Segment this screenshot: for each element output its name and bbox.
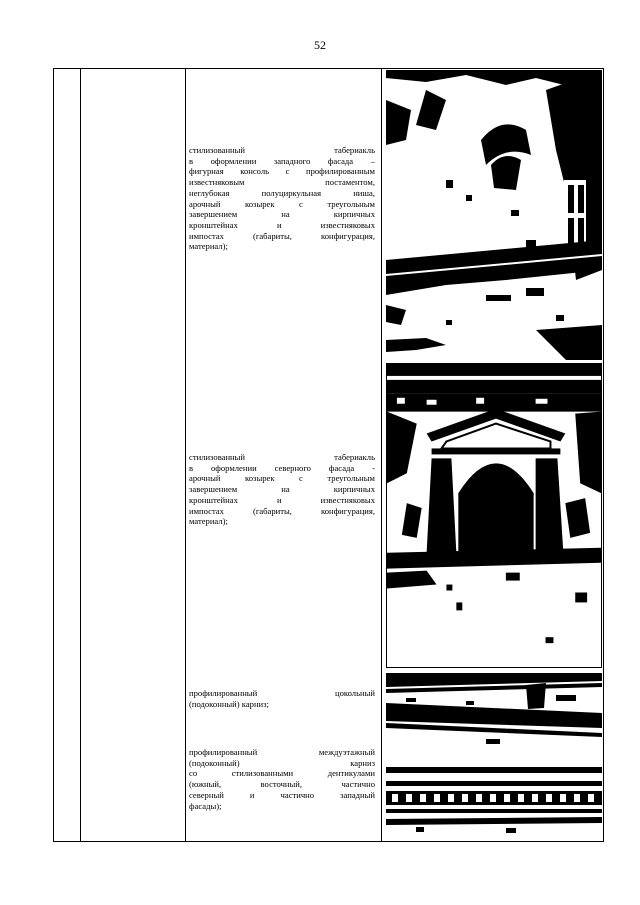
row-4-line: со стилизованными дентикулами xyxy=(189,768,375,779)
row-1-line: материал); xyxy=(189,241,228,252)
row-1-line: арочный козырек с треугольным xyxy=(189,198,375,209)
interfloor-cornice-photo xyxy=(386,767,602,835)
row-4-line: (подоконный) карниз xyxy=(189,757,375,768)
row-4-line: (южный, восточный, частично xyxy=(189,779,375,790)
row-1-line: завершением на кирпичных xyxy=(189,209,375,220)
row-2-line: кронштейнах и известняковых xyxy=(189,494,375,505)
row-3-description xyxy=(189,688,375,709)
row-2-line: материал); xyxy=(189,516,228,527)
row-1-line: стилизованный табериакль xyxy=(189,145,375,155)
page-number: 52 xyxy=(314,38,326,52)
row-2-line: в оформлении северного фасада - xyxy=(189,462,375,473)
row-2-line: завершением на кирпичных xyxy=(189,484,375,495)
column-divider-2 xyxy=(185,69,186,841)
column-divider-1 xyxy=(80,69,81,841)
row-2-description xyxy=(189,452,375,527)
row-1-description xyxy=(189,145,375,252)
row-2-line: импостах (габариты, конфигурация, xyxy=(189,505,375,516)
row-1-line: неглубокая полуциркульная ниша, xyxy=(189,187,375,198)
row-3-line: профилированный цокольный xyxy=(189,688,375,698)
row-1-line: в оформлении западного фасада – xyxy=(189,155,375,166)
north-facade-tabernacle-photo xyxy=(386,363,602,668)
row-1-line: известняковым постаментом, xyxy=(189,177,375,188)
plinth-cornice-photo xyxy=(386,673,602,753)
row-3-line: (подоконный) карниз; xyxy=(189,698,269,709)
row-2-line: стилизованный табериакль xyxy=(189,452,375,462)
column-divider-3 xyxy=(381,69,382,841)
row-1-line: импостах (габариты, конфигурация, xyxy=(189,230,375,241)
row-1-line: кронштейнах и известняковых xyxy=(189,219,375,230)
row-4-line: фасады); xyxy=(189,800,222,811)
row-2-line: арочный козырек с треугольным xyxy=(189,473,375,484)
row-4-description xyxy=(189,747,375,811)
west-facade-tabernacle-photo xyxy=(386,70,602,360)
row-4-line: профилированный междуэтажный xyxy=(189,747,375,757)
row-1-line: фигурная консоль с профилированным xyxy=(189,166,375,177)
row-4-line: северный и частично западный xyxy=(189,789,375,800)
